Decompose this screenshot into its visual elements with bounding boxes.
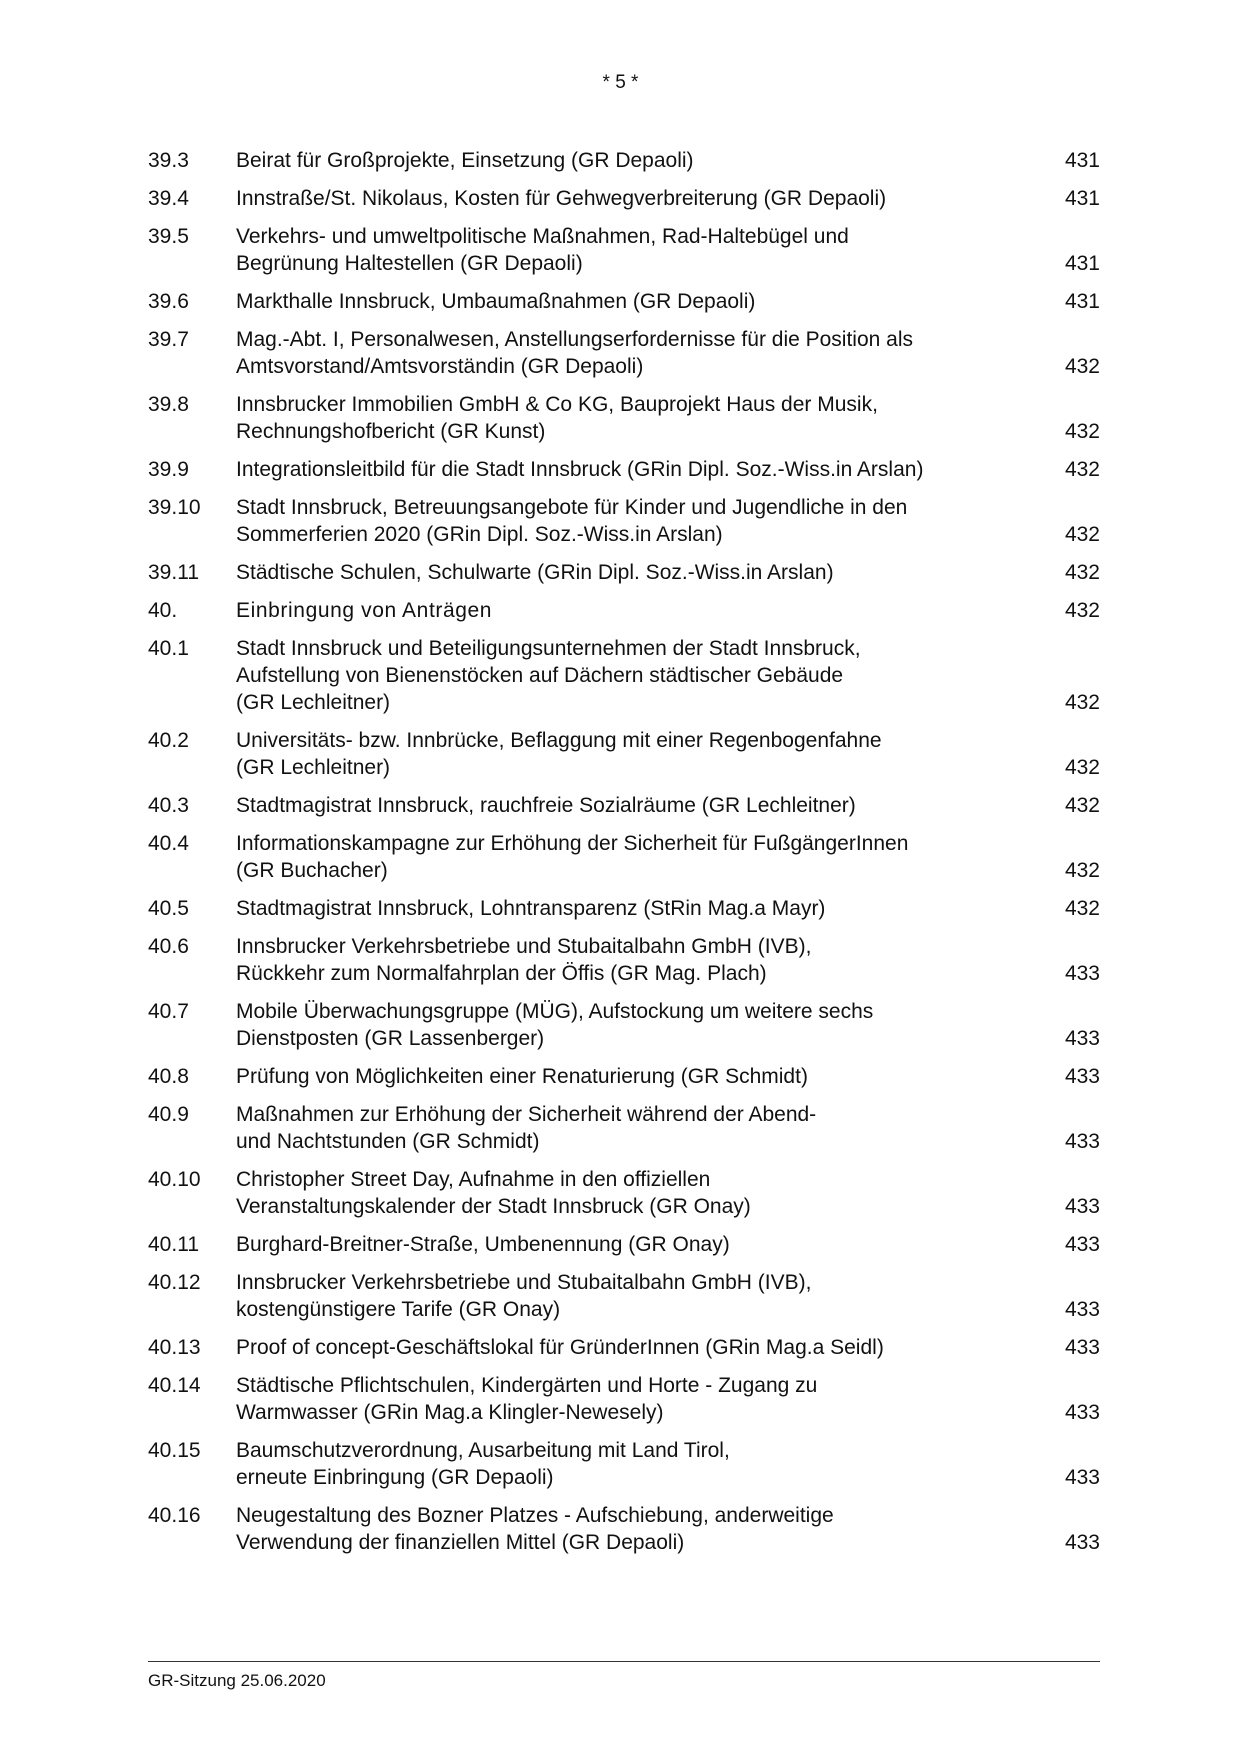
- entry-title: [236, 559, 996, 586]
- entry-title: [236, 391, 996, 445]
- entry-title-line: Städtische Schulen, Schulwarte (GRin Dipl. Soz.-Wiss.in Arslan): [236, 561, 834, 584]
- entry-page-number: 433: [1064, 1531, 1100, 1554]
- entry-title: [236, 1231, 996, 1258]
- entry-number: 39.7: [148, 328, 189, 351]
- entry-number: 40.8: [148, 1065, 189, 1088]
- entry-page-number: 433: [1064, 1027, 1100, 1050]
- entry-title-line: Warmwasser (GRin Mag.a Klingler-Newesely): [236, 1401, 664, 1424]
- page-number: * 5 *: [602, 72, 639, 93]
- entry-number: 39.3: [148, 149, 189, 172]
- entry-page-number: 433: [1064, 1466, 1100, 1489]
- toc-entry: [148, 635, 1100, 716]
- entry-title-line: kostengünstigere Tarife (GR Onay): [236, 1298, 561, 1321]
- entry-number: 40.1: [148, 637, 189, 660]
- entry-page-number: 432: [1064, 897, 1100, 920]
- toc-entry: [148, 288, 1100, 315]
- entry-title-line: Markthalle Innsbruck, Umbaumaßnahmen (GR Depaoli): [236, 290, 756, 313]
- entry-number: 40.3: [148, 794, 189, 817]
- entry-number: 40.16: [148, 1504, 201, 1527]
- entry-title: [236, 1502, 996, 1556]
- entry-title-line: Stadtmagistrat Innsbruck, Lohntransparenz (StRin Mag.a Mayr): [236, 897, 826, 920]
- entry-number: 39.4: [148, 187, 189, 210]
- entry-title-line: Innsbrucker Verkehrsbetriebe und Stubaitalbahn GmbH (IVB),: [236, 935, 812, 958]
- entry-title-line: Innsbrucker Verkehrsbetriebe und Stubaitalbahn GmbH (IVB),: [236, 1271, 812, 1294]
- entry-number: 40.13: [148, 1336, 201, 1359]
- entry-title-line: Veranstaltungskalender der Stadt Innsbruck (GR Onay): [236, 1195, 751, 1218]
- entry-title-line: Christopher Street Day, Aufnahme in den offiziellen: [236, 1168, 711, 1191]
- entry-number: 40.4: [148, 832, 189, 855]
- toc-entry: [148, 1166, 1100, 1220]
- entry-title-line: Einbringung von Anträgen: [236, 599, 493, 622]
- toc-entry: [148, 326, 1100, 380]
- toc-entry: [148, 1101, 1100, 1155]
- entry-page-number: 432: [1064, 859, 1100, 882]
- entry-page-number: 433: [1064, 1298, 1100, 1321]
- entry-title-line: Amtsvorstand/Amtsvorständin (GR Depaoli): [236, 355, 644, 378]
- entry-page-number: 433: [1064, 1233, 1100, 1256]
- entry-number: 40.5: [148, 897, 189, 920]
- entry-title: [236, 1269, 996, 1323]
- entry-number: 40.6: [148, 935, 189, 958]
- entry-title-line: Universitäts- bzw. Innbrücke, Beflaggung mit einer Regenbogenfahne: [236, 729, 882, 752]
- entry-page-number: 433: [1064, 1401, 1100, 1424]
- entry-page-number: 431: [1064, 149, 1100, 172]
- toc-entry: [148, 830, 1100, 884]
- toc-entry: [148, 391, 1100, 445]
- entry-title-line: Beirat für Großprojekte, Einsetzung (GR Depaoli): [236, 149, 694, 172]
- entry-page-number: 433: [1064, 1065, 1100, 1088]
- entry-title: [236, 1334, 996, 1361]
- entry-title: [236, 933, 996, 987]
- entry-title-line: Mag.-Abt. I, Personalwesen, Anstellungserfordernisse für die Position als: [236, 328, 914, 351]
- entry-title: [236, 185, 996, 212]
- entry-title: [236, 288, 996, 315]
- entry-page-number: 432: [1064, 420, 1100, 443]
- entry-title: [236, 1437, 996, 1491]
- toc-entry: [148, 998, 1100, 1052]
- entry-title-line: Rechnungshofbericht (GR Kunst): [236, 420, 546, 443]
- entry-number: 39.11: [148, 561, 199, 584]
- entry-title-line: Burghard-Breitner-Straße, Umbenennung (GR Onay): [236, 1233, 730, 1256]
- entry-title: [236, 830, 996, 884]
- entry-number: 40.10: [148, 1168, 201, 1191]
- toc-entry: [148, 1334, 1100, 1361]
- entry-page-number: 432: [1064, 756, 1100, 779]
- entry-page-number: 431: [1064, 187, 1100, 210]
- entry-page-number: 432: [1064, 355, 1100, 378]
- entry-title-line: Neugestaltung des Bozner Platzes - Aufschiebung, anderweitige: [236, 1504, 834, 1527]
- entry-title: [236, 494, 996, 548]
- footer-session-date: GR-Sitzung 25.06.2020: [148, 1671, 326, 1690]
- toc-entry: [148, 1372, 1100, 1426]
- entry-title-line: Städtische Pflichtschulen, Kindergärten und Horte - Zugang zu: [236, 1374, 818, 1397]
- entry-title: [236, 147, 996, 174]
- entry-title: [236, 1372, 996, 1426]
- entry-title: [236, 727, 996, 781]
- entry-title-line: (GR Buchacher): [236, 859, 388, 882]
- entry-title-line: Innstraße/St. Nikolaus, Kosten für Gehwegverbreiterung (GR Depaoli): [236, 187, 887, 210]
- entry-title-line: Stadt Innsbruck und Beteiligungsunternehmen der Stadt Innsbruck,: [236, 637, 861, 660]
- entry-page-number: 432: [1064, 599, 1100, 622]
- entry-title-line: Informationskampagne zur Erhöhung der Sicherheit für FußgängerInnen: [236, 832, 909, 855]
- toc-entry: [148, 559, 1100, 586]
- entry-title: [236, 597, 996, 624]
- entry-title-line: Integrationsleitbild für die Stadt Innsbruck (GRin Dipl. Soz.-Wiss.in Arslan): [236, 458, 924, 481]
- entry-title-line: Stadt Innsbruck, Betreuungsangebote für Kinder und Jugendliche in den: [236, 496, 908, 519]
- toc-section-heading: [148, 597, 1100, 624]
- entry-number: 40.14: [148, 1374, 201, 1397]
- entry-number: 40.15: [148, 1439, 201, 1462]
- toc-entry: [148, 1231, 1100, 1258]
- entry-number: 40.2: [148, 729, 189, 752]
- toc-entry: [148, 933, 1100, 987]
- entry-page-number: 433: [1064, 1130, 1100, 1153]
- entry-title-line: Proof of concept-Geschäftslokal für GründerInnen (GRin Mag.a Seidl): [236, 1336, 884, 1359]
- toc-entry: [148, 147, 1100, 174]
- entry-number: 39.9: [148, 458, 189, 481]
- entry-page-number: 433: [1064, 1195, 1100, 1218]
- entry-page-number: 432: [1064, 691, 1100, 714]
- toc-entry: [148, 185, 1100, 212]
- entry-title-line: Verkehrs- und umweltpolitische Maßnahmen, Rad-Haltebügel und: [236, 225, 849, 248]
- entry-number: 40.9: [148, 1103, 189, 1126]
- entry-number: 40.11: [148, 1233, 199, 1256]
- entry-number: 39.6: [148, 290, 189, 313]
- entry-page-number: 431: [1064, 252, 1100, 275]
- entry-number: 40.12: [148, 1271, 201, 1294]
- entry-title-line: Maßnahmen zur Erhöhung der Sicherheit während der Abend-: [236, 1103, 817, 1126]
- entry-title-line: Sommerferien 2020 (GRin Dipl. Soz.-Wiss.in Arslan): [236, 523, 723, 546]
- entry-title-line: Dienstposten (GR Lassenberger): [236, 1027, 545, 1050]
- entry-number: 39.5: [148, 225, 189, 248]
- toc-entry: [148, 1063, 1100, 1090]
- entry-number: 40.7: [148, 1000, 189, 1023]
- entry-title: [236, 792, 996, 819]
- entry-title-line: (GR Lechleitner): [236, 756, 391, 779]
- toc-entry: [148, 223, 1100, 277]
- entry-title: [236, 223, 996, 277]
- entry-page-number: 432: [1064, 458, 1100, 481]
- toc-entry: [148, 494, 1100, 548]
- entry-title: [236, 1063, 996, 1090]
- entry-number: 40.: [148, 599, 178, 622]
- entry-title-line: Stadtmagistrat Innsbruck, rauchfreie Sozialräume (GR Lechleitner): [236, 794, 856, 817]
- entry-title-line: Aufstellung von Bienenstöcken auf Dächern städtischer Gebäude: [236, 664, 844, 687]
- entry-title-line: erneute Einbringung (GR Depaoli): [236, 1466, 554, 1489]
- toc-entry: [148, 1269, 1100, 1323]
- entry-title-line: Rückkehr zum Normalfahrplan der Öffis (GR Mag. Plach): [236, 962, 767, 985]
- toc-entry: [148, 727, 1100, 781]
- entry-title: [236, 456, 996, 483]
- entry-title-line: Verwendung der finanziellen Mittel (GR Depaoli): [236, 1531, 685, 1554]
- toc-entry: [148, 1502, 1100, 1556]
- toc-entry: [148, 456, 1100, 483]
- entry-title-line: (GR Lechleitner): [236, 691, 391, 714]
- entry-title-line: Prüfung von Möglichkeiten einer Renaturierung (GR Schmidt): [236, 1065, 808, 1088]
- entry-title-line: und Nachtstunden (GR Schmidt): [236, 1130, 540, 1153]
- entry-title: [236, 1101, 996, 1155]
- entry-page-number: 432: [1064, 523, 1100, 546]
- toc-entry: [148, 895, 1100, 922]
- footer-divider: [148, 1661, 1100, 1662]
- entry-number: 39.8: [148, 393, 189, 416]
- entry-page-number: 432: [1064, 794, 1100, 817]
- entry-title: [236, 895, 996, 922]
- toc-entry: [148, 792, 1100, 819]
- entry-page-number: 433: [1064, 1336, 1100, 1359]
- entry-title-line: Innsbrucker Immobilien GmbH & Co KG, Bauprojekt Haus der Musik,: [236, 393, 878, 416]
- entry-title: [236, 635, 996, 716]
- entry-title: [236, 326, 996, 380]
- entry-title-line: Begrünung Haltestellen (GR Depaoli): [236, 252, 583, 275]
- entry-page-number: 432: [1064, 561, 1100, 584]
- entry-page-number: 433: [1064, 962, 1100, 985]
- toc-entry: [148, 1437, 1100, 1491]
- entry-title-line: Mobile Überwachungsgruppe (MÜG), Aufstockung um weitere sechs: [236, 1000, 874, 1023]
- entry-title-line: Baumschutzverordnung, Ausarbeitung mit Land Tirol,: [236, 1439, 730, 1462]
- table-of-contents: [148, 147, 1100, 1567]
- entry-title: [236, 1166, 996, 1220]
- entry-number: 39.10: [148, 496, 201, 519]
- entry-title: [236, 998, 996, 1052]
- entry-page-number: 431: [1064, 290, 1100, 313]
